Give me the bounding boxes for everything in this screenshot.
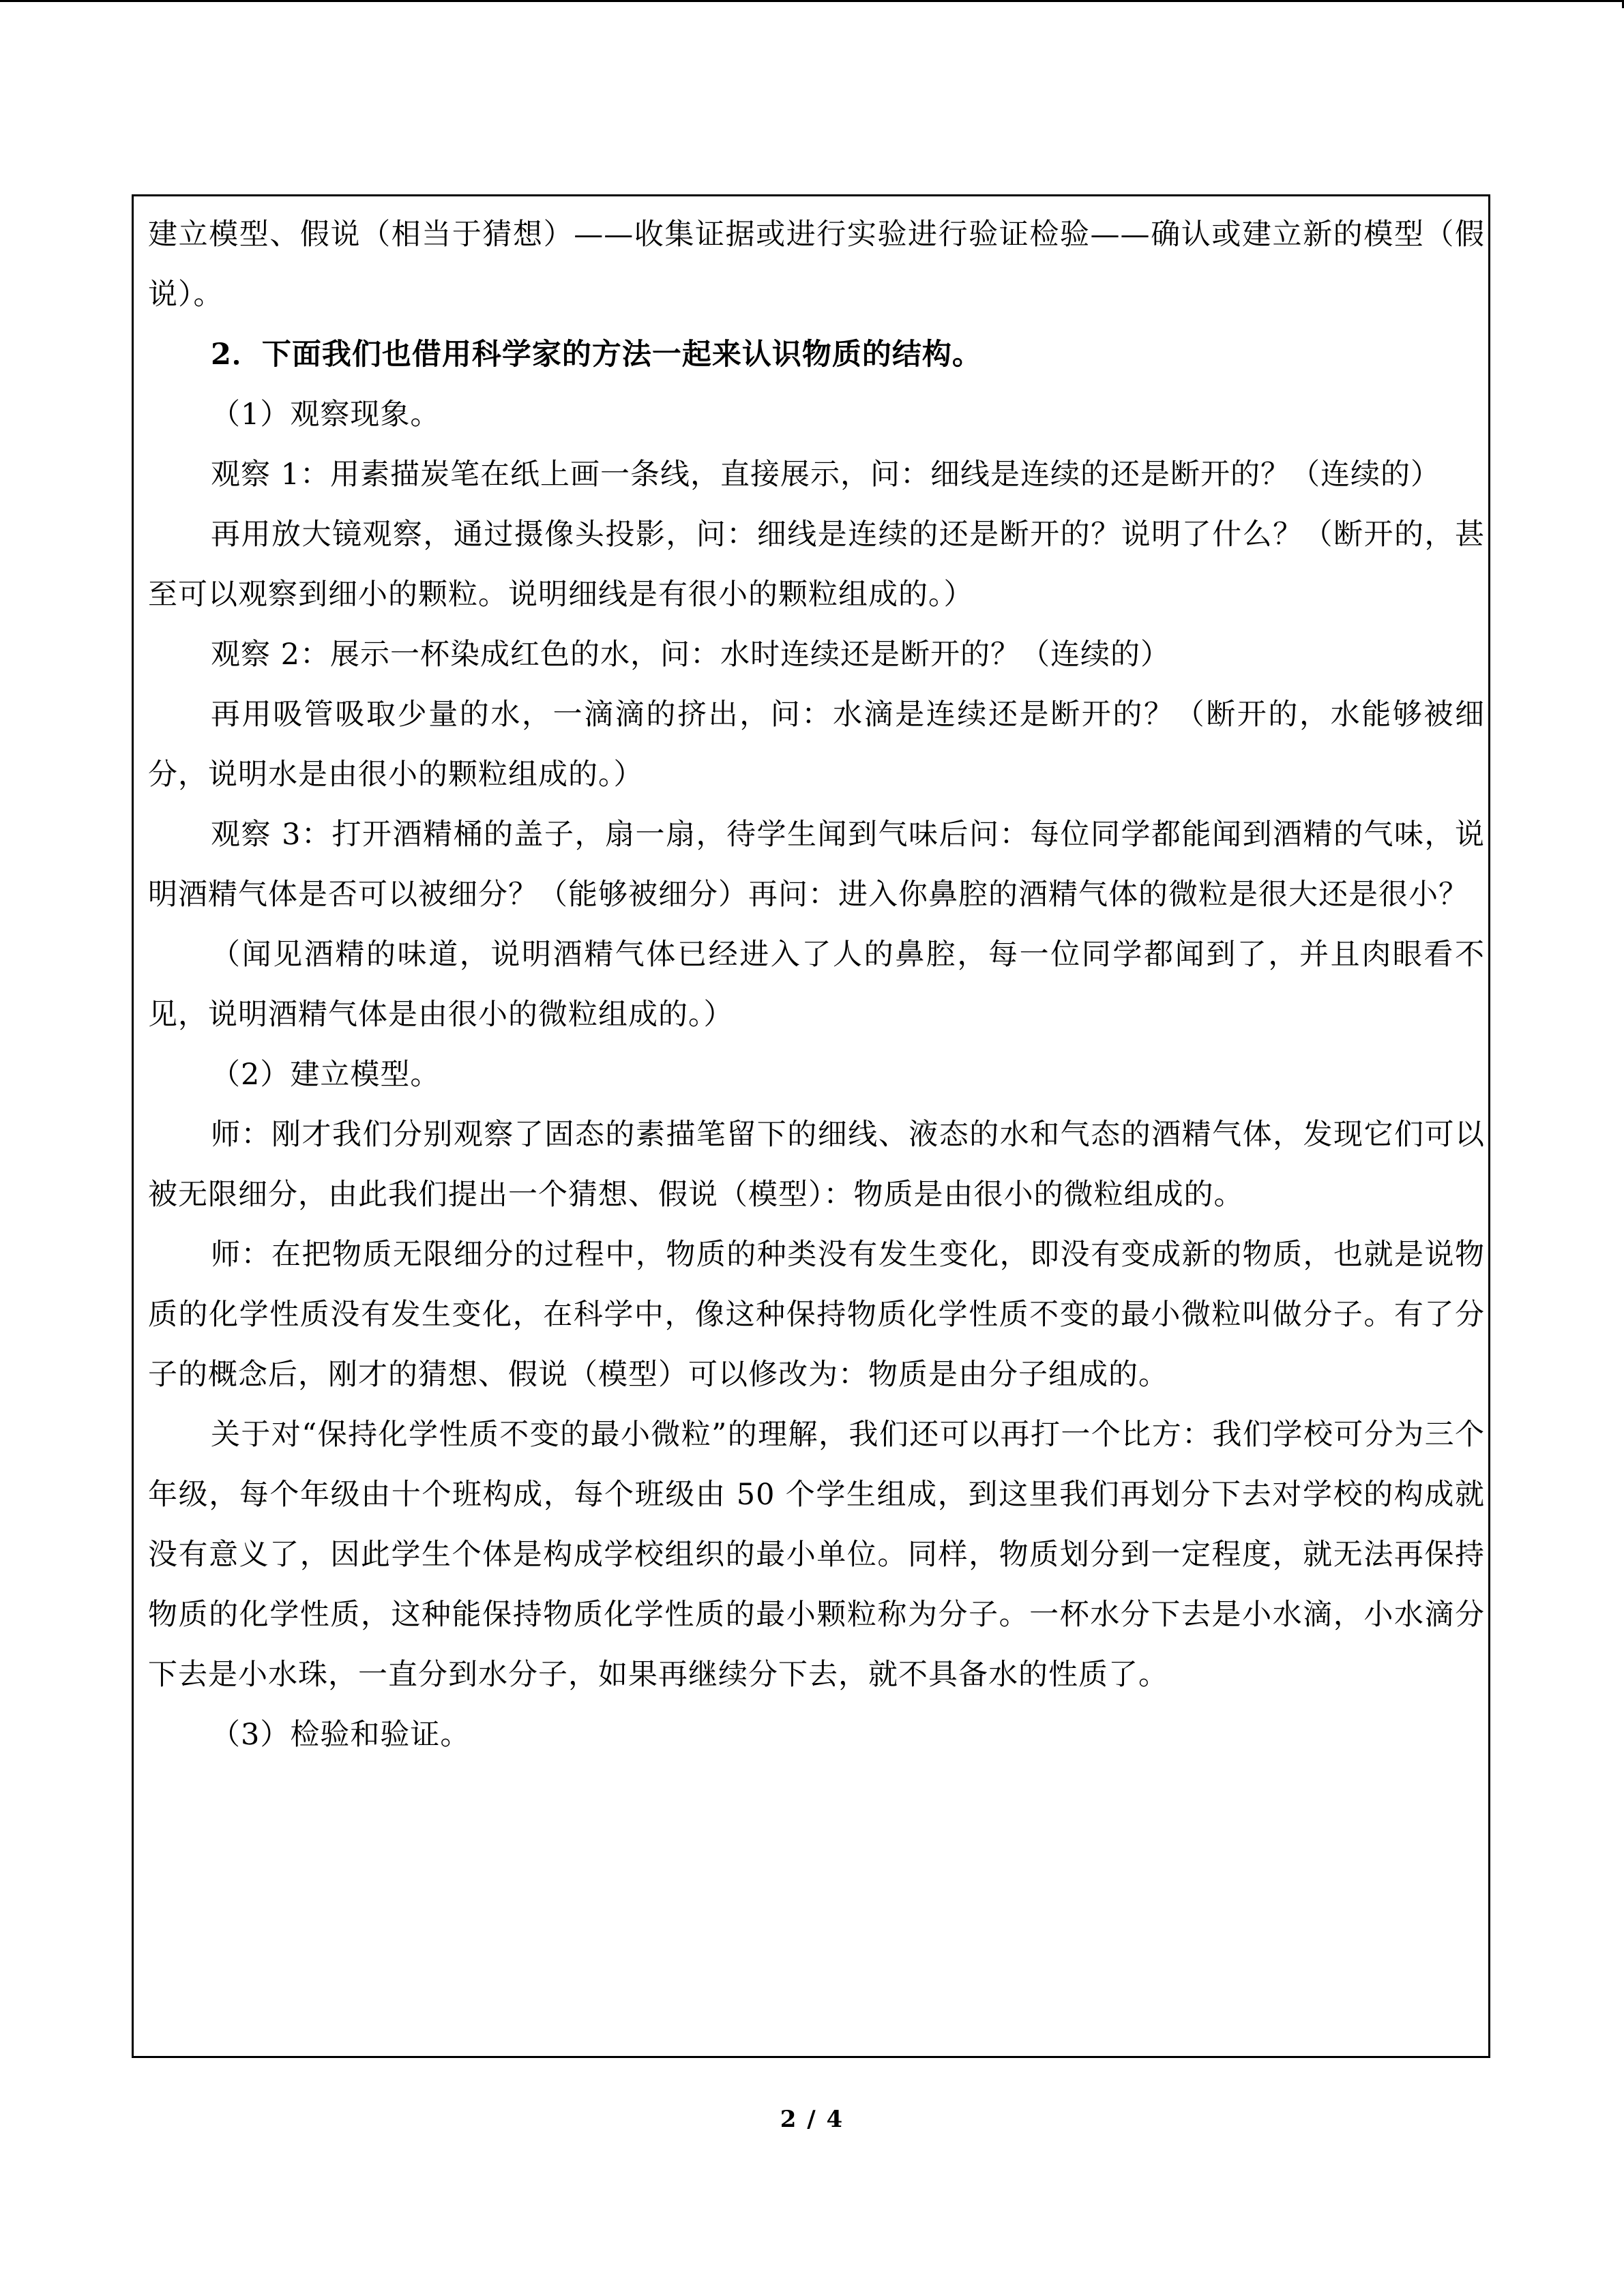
paragraph-water-drops: 再用吸管吸取少量的水，一滴滴的挤出，问：水滴是连续还是断开的？（断开的，水能够被细分，说明水是由很小的颗粒组成的。） [148,698,1485,792]
step-heading-verify: （3）检验和验证。 [211,1718,471,1752]
paragraph-teacher-molecule: 师：在把物质无限细分的过程中，物质的种类没有发生变化，即没有变成新的物质，也就是说物质的化学性质没有发生变化，在科学中，像这种保持物质化学性质不变的最小微粒叫做分子。有了分子的概念后，刚才的猜想、假说（模型）可以修改为：物质是由分子组成的。 [148,1238,1485,1392]
section-heading-structure: 2．下面我们也借用科学家的方法一起来认识物质的结构。 [211,338,982,372]
paragraph-alcohol-conclusion: （闻见酒精的味道，说明酒精气体已经进入了人的鼻腔，每一位同学都闻到了，并且肉眼看不见，说明酒精气体是由很小的微粒组成的。） [148,938,1485,1032]
page-number: 2 / 4 [780,2106,844,2133]
paragraph-observation-3: 观察 3：打开酒精桶的盖子，扇一扇，待学生闻到气味后问：每位同学都能闻到酒精的气味，说明酒精气体是否可以被细分？（能够被细分）再问：进入你鼻腔的酒精气体的微粒是很大还是很小？ [148,818,1485,912]
step-heading-observe: （1）观察现象。 [211,398,441,432]
paragraph-observation-1: 观察 1：用素描炭笔在纸上画一条线，直接展示，问：细线是连续的还是断开的？（连续的） [211,458,1441,492]
lesson-content [148,205,1485,1765]
paragraph-observation-2: 观察 2：展示一杯染成红色的水，问：水时连续还是断开的？（连续的） [211,638,1171,672]
step-heading-build-model: （2）建立模型。 [211,1058,441,1092]
paragraph-model-cycle: 建立模型、假说（相当于猜想）——收集证据或进行实验进行验证检验——确认或建立新的模型（假说）。 [148,218,1485,312]
paragraph-school-analogy: 关于对“保持化学性质不变的最小微粒”的理解，我们还可以再打一个比方：我们学校可分为三个年级，每个年级由十个班构成，每个班级由 50 个学生组成，到这里我们再划分下去对学校的构成就没有意义了，因此学生个体是构成学校组织的最小单位。同样，物质划分到一定程度，就无法再保持物质的化学性质，这种能保持物质化学性质的最小颗粒称为分子。一杯水分下去是小水滴，小水滴分下去是小水珠，一直分到水分子，如果再继续分下去，就不具备水的性质了。 [148,1418,1485,1692]
paragraph-magnifier: 再用放大镜观察，通过摄像头投影，问：细线是连续的还是断开的？说明了什么？（断开的，甚至可以观察到细小的颗粒。说明细线是有很小的颗粒组成的。） [148,518,1485,612]
paragraph-teacher-hypothesis: 师：刚才我们分别观察了固态的素描笔留下的细线、液态的水和气态的酒精气体，发现它们可以被无限细分，由此我们提出一个猜想、假说（模型）：物质是由很小的微粒组成的。 [148,1118,1485,1212]
page-top-rule [0,0,1624,2]
